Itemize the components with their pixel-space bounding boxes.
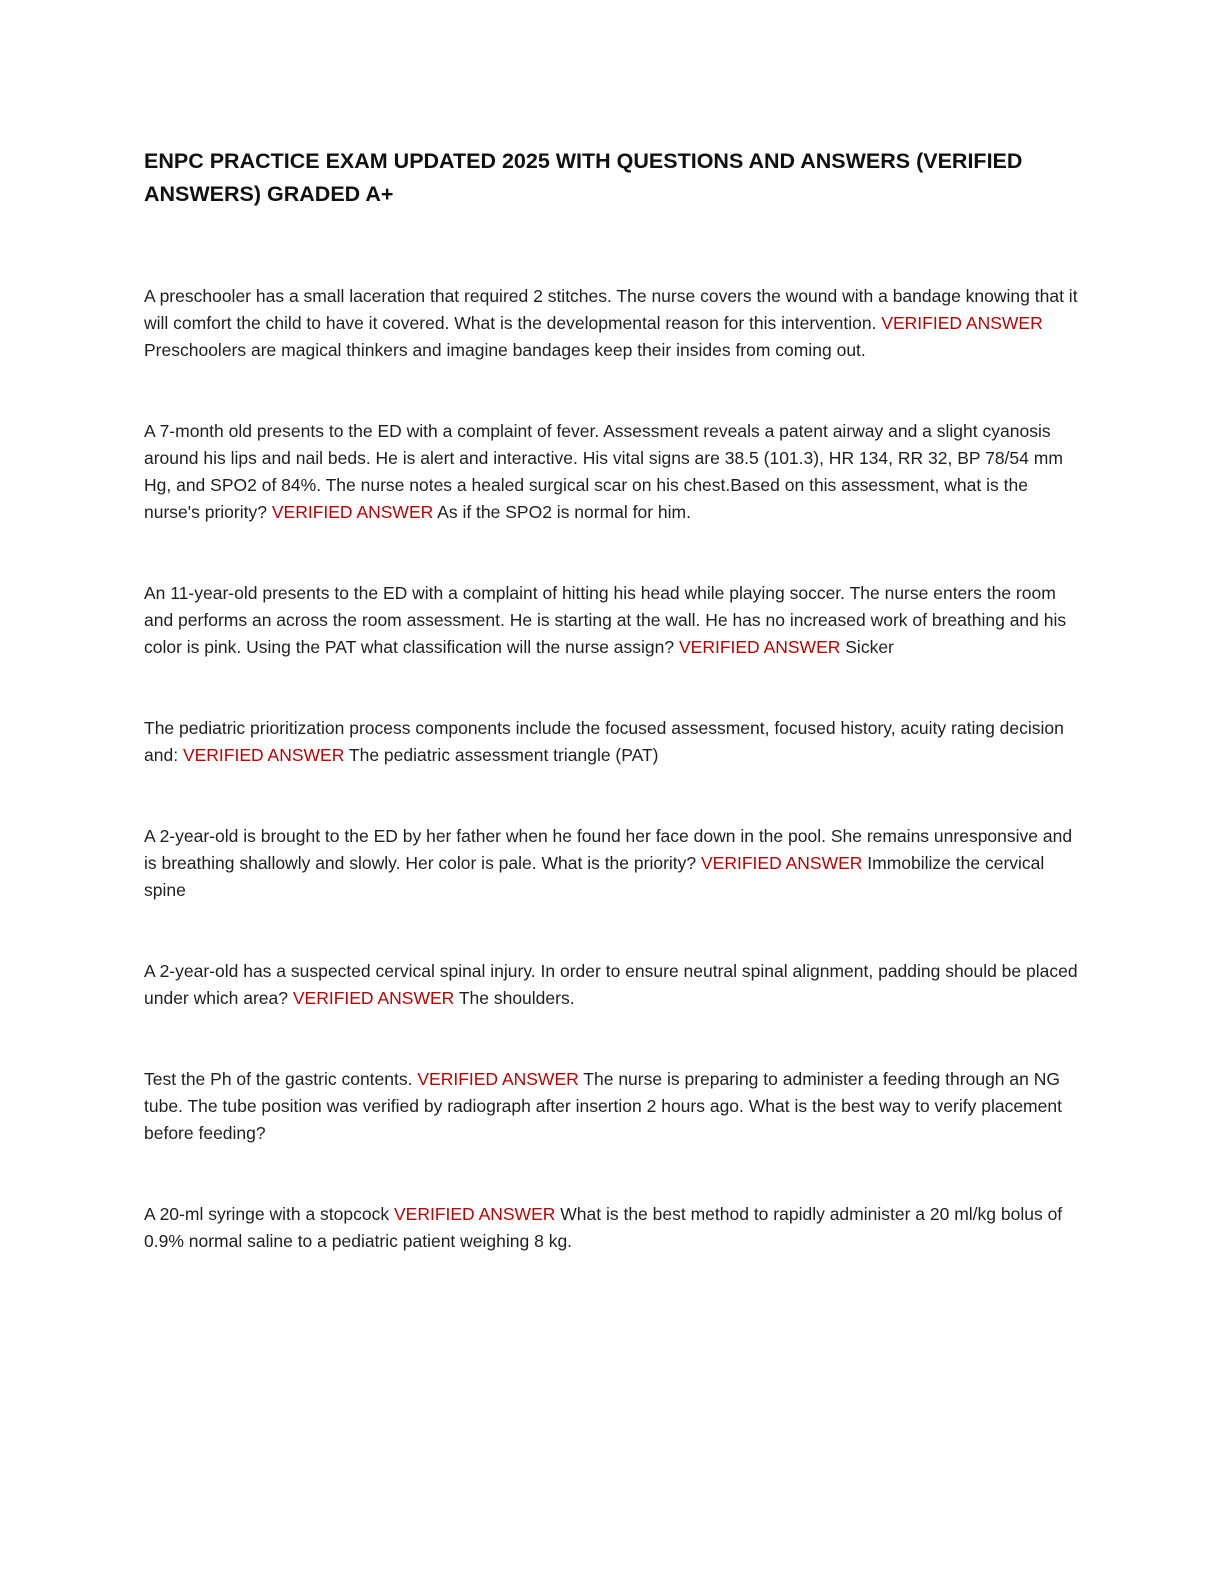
verified-answer-marker: VERIFIED ANSWER — [678, 637, 841, 657]
question-text: A 2-year-old has a suspected cervical spinal injury. In order to ensure neutral spinal alignment, padding should be placed under which area? — [144, 961, 1078, 1008]
verified-answer-marker: VERIFIED ANSWER — [292, 988, 455, 1008]
question-text: A 20-ml syringe with a stopcock — [144, 1204, 394, 1224]
verified-answer-marker: VERIFIED ANSWER — [182, 745, 345, 765]
verified-answer-marker: VERIFIED ANSWER — [271, 502, 434, 522]
qa-paragraph — [144, 418, 1082, 526]
question-text: The pediatric prioritization process components include the focused assessment, focused history, acuity rating decision and: — [144, 718, 1064, 765]
answer-text: Immobilize the cervical spine — [144, 853, 1045, 900]
document-title: ENPC PRACTICE EXAM UPDATED 2025 WITH QUESTIONS AND ANSWERS (VERIFIED ANSWERS) GRADED A+ — [144, 149, 1023, 206]
qa-paragraph — [144, 1201, 1082, 1255]
qa-paragraph — [144, 283, 1082, 364]
verified-answer-marker: VERIFIED ANSWER — [881, 313, 1043, 333]
answer-text: As if the SPO2 is normal for him. — [433, 502, 691, 522]
answer-text: The shoulders. — [454, 988, 575, 1008]
qa-paragraph — [144, 823, 1082, 904]
answer-text: The nurse is preparing to administer a feeding through an NG tube. The tube position was verified by radiograph after insertion 2 hours ago. What is the best way to verify placement before feeding? — [144, 1069, 1062, 1143]
qa-paragraph — [144, 958, 1082, 1012]
qa-paragraph — [144, 580, 1082, 661]
question-text: Test the Ph of the gastric contents. — [144, 1069, 418, 1089]
verified-answer-marker: VERIFIED ANSWER — [393, 1204, 556, 1224]
qa-paragraph — [144, 715, 1082, 769]
question-text: A preschooler has a small laceration that required 2 stitches. The nurse covers the wound with a bandage knowing that it will comfort the child to have it covered. What is the developmental reason for this intervention. — [144, 286, 1078, 333]
answer-text: Sicker — [840, 637, 894, 657]
verified-answer-marker: VERIFIED ANSWER — [417, 1069, 579, 1089]
question-text: A 2-year-old is brought to the ED by her father when he found her face down in the pool. She remains unresponsive and is breathing shallowly and slowly. Her color is pale. What is the priority? — [144, 826, 1073, 873]
answer-text: Preschoolers are magical thinkers and imagine bandages keep their insides from coming out. — [144, 340, 866, 360]
question-text: A 7-month old presents to the ED with a complaint of fever. Assessment reveals a patent airway and a slight cyanosis around his lips and nail beds. He is alert and interactive. His vital signs are 38.5 (101.3), HR 134, RR 32, BP 78/54 mm Hg, and SPO2 of 84%. The nurse notes a healed surgical scar on his chest.Based on this assessment, what is the nurse's priority? — [144, 421, 1063, 522]
verified-answer-marker: VERIFIED ANSWER — [701, 853, 863, 873]
qa-paragraph — [144, 1066, 1082, 1147]
answer-text: The pediatric assessment triangle (PAT) — [344, 745, 659, 765]
answer-text: What is the best method to rapidly administer a 20 ml/kg bolus of 0.9% normal saline to a pediatric patient weighing 8 kg. — [144, 1204, 1063, 1251]
question-text: An 11-year-old presents to the ED with a complaint of hitting his head while playing soccer. The nurse enters the room and performs an across the room assessment. He is starting at the wall. He has no increased work of breathing and his color is pink. Using the PAT what classification will the nurse assign? — [144, 583, 1067, 657]
